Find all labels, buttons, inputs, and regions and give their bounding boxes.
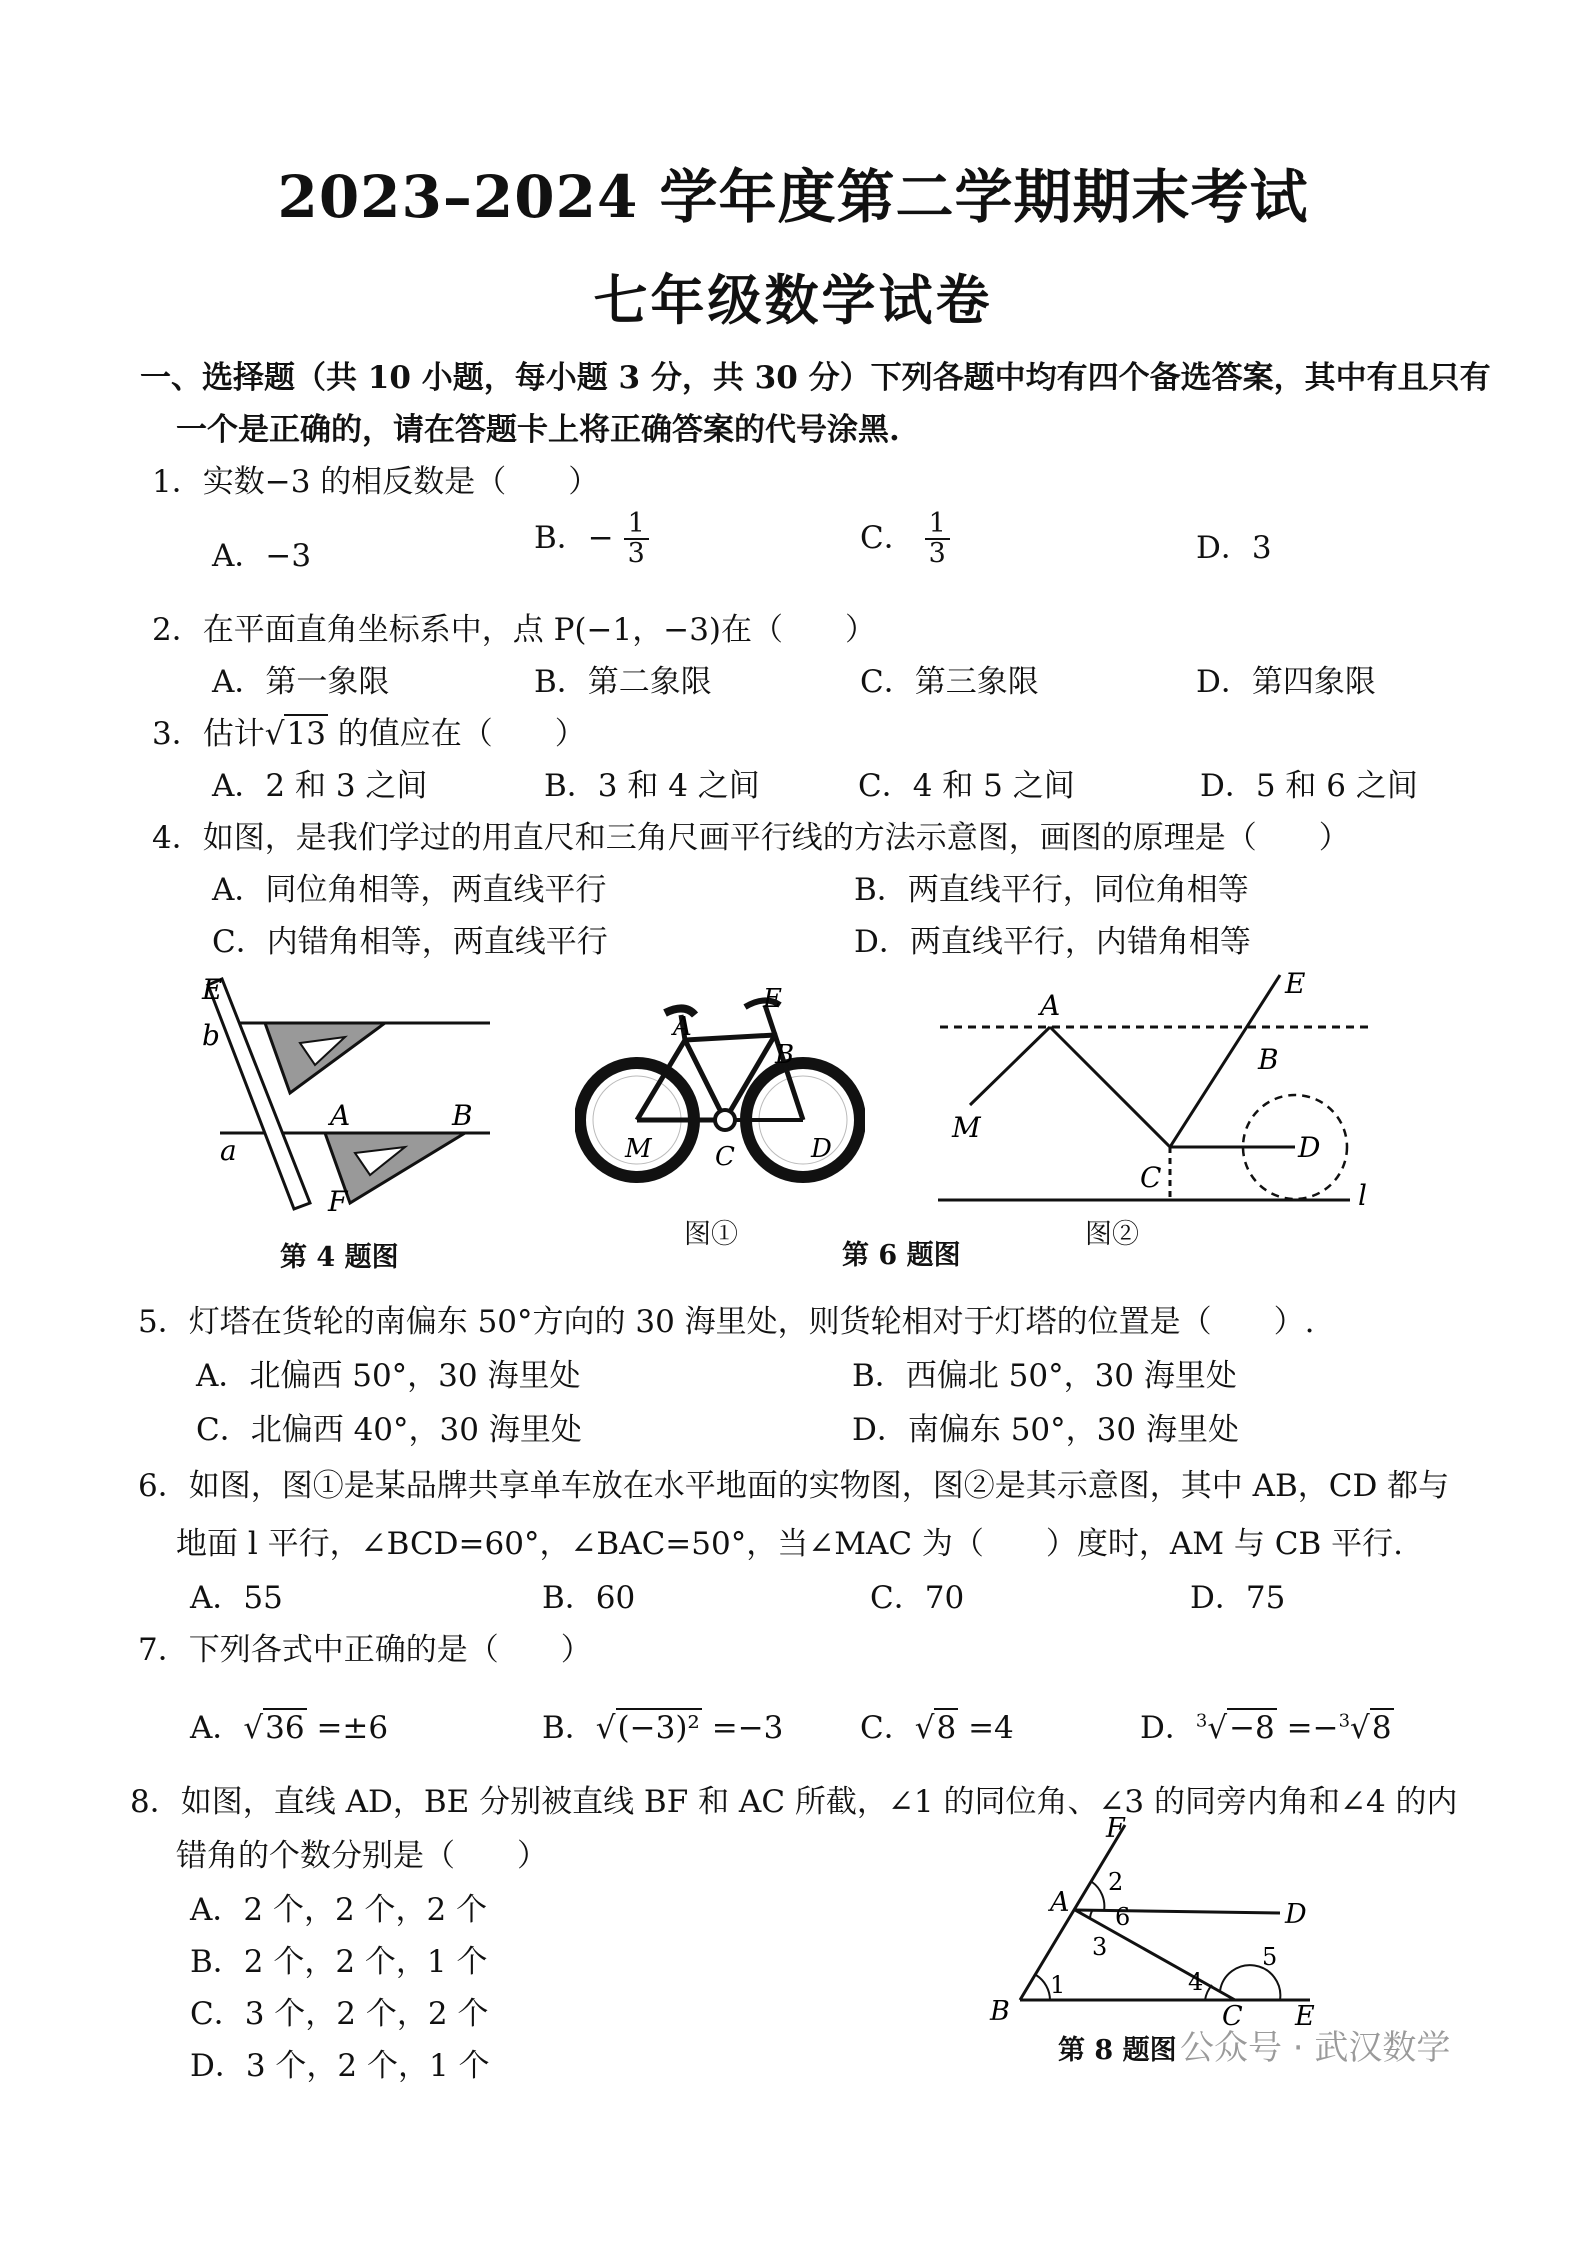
fig4-label-a-line: a	[220, 1134, 237, 1167]
q1-b-fraction	[624, 510, 649, 569]
bike-label-b: B	[775, 1040, 795, 1070]
bike-label-e: E	[763, 985, 782, 1014]
q7-c-radicand: 8	[936, 1710, 957, 1746]
q3-stem-post: 的值应在（ ）	[327, 716, 586, 752]
q8-option-d: D．3 个，2 个，1 个	[190, 2048, 490, 2084]
q3-option-a: A．2 和 3 之间	[212, 768, 428, 804]
q7-a-radicand: 36	[265, 1710, 305, 1746]
q1-option-c	[860, 510, 950, 569]
q1-c-den: 3	[928, 538, 946, 570]
bike-label-m: M	[625, 1134, 652, 1164]
q5-option-a: A．北偏西 50°，30 海里处	[196, 1358, 581, 1394]
q5-stem: 5．灯塔在货轮的南偏东 50°方向的 30 海里处，则货轮相对于灯塔的位置是（ ）.	[138, 1304, 1315, 1340]
fig6-caption: 第 6 题图	[842, 1240, 961, 1271]
q7-option-b	[542, 1702, 783, 1747]
fig4-label-a: A	[330, 1099, 351, 1132]
q1-b-den: 3	[627, 538, 645, 570]
q7-a-post: =±6	[306, 1710, 389, 1746]
fig8-angle-3: 3	[1092, 1933, 1108, 1961]
q6-option-d: D．75	[1190, 1580, 1286, 1616]
q2-stem: 2．在平面直角坐标系中，点 P(−1，−3)在（ ）	[152, 612, 877, 648]
q7-option-c	[860, 1702, 1014, 1747]
fig6-schematic	[930, 965, 1390, 1215]
bike-label-d: D	[811, 1134, 832, 1164]
q7-d-radicand2: 8	[1371, 1710, 1392, 1746]
fig4-label-f: F	[328, 1185, 348, 1218]
q1-option-d: D．3	[1196, 530, 1272, 566]
q3-stem-radicand: 13	[286, 716, 326, 752]
fig8-angle-6: 6	[1115, 1903, 1131, 1931]
q1-option-b	[534, 510, 649, 569]
q7-b-radicand: (−3)²	[617, 1710, 700, 1746]
q1-option-a: A．−3	[212, 538, 312, 574]
fig4-label-e: E	[202, 975, 223, 1006]
section1-line2: 一个是正确的，请在答题卡上将正确答案的代号涂黑.	[176, 412, 900, 448]
q7-d-index2: 3	[1338, 1710, 1351, 1732]
q6-option-a: A．55	[190, 1580, 283, 1616]
q3-option-b: B．3 和 4 之间	[544, 768, 760, 804]
fig6-label-b: B	[1258, 1043, 1279, 1076]
bike-label-a: A	[673, 1012, 692, 1042]
q5-option-b: B．西偏北 50°，30 海里处	[852, 1358, 1237, 1394]
q7-d-mid: =−	[1276, 1710, 1339, 1746]
fig4-diagram	[190, 975, 520, 1225]
q7-d-label: D．	[1140, 1710, 1196, 1746]
q1-b-num: 1	[624, 510, 649, 540]
q7-stem: 7．下列各式中正确的是（ ）	[138, 1632, 592, 1668]
fig8-label-a: A	[1050, 1887, 1070, 1918]
fig6-label-l: l	[1358, 1179, 1367, 1212]
exam-subtitle: 七年级数学试卷	[593, 268, 993, 332]
q7-c-post: =4	[958, 1710, 1014, 1746]
watermark	[1180, 2020, 1450, 2069]
fig8-angle-4: 4	[1188, 1968, 1204, 1996]
q8-line1: 8．如图，直线 AD，BE 分别被直线 BF 和 AC 所截，∠1 的同位角、∠3 的同旁内角和∠4 的内	[130, 1784, 1458, 1820]
q2-option-b: B．第二象限	[534, 664, 712, 700]
fig6-label-d: D	[1298, 1131, 1321, 1164]
fig6-label-e: E	[1285, 967, 1306, 1000]
q1-c-prefix: C．	[860, 519, 915, 556]
q7-c-pre: C．√	[860, 1710, 935, 1746]
q2-option-c: C．第三象限	[860, 664, 1039, 700]
fig4-label-b-line: b	[202, 1019, 220, 1052]
watermark-text: 公众号 · 武汉数学	[1180, 2028, 1451, 2068]
fig8-label-d: D	[1285, 1899, 1307, 1930]
q6-option-b: B．60	[542, 1580, 636, 1616]
q4-option-c: C．内错角相等，两直线平行	[212, 924, 608, 960]
fig4-caption: 第 4 题图	[280, 1242, 399, 1273]
fig4-label-b: B	[452, 1099, 473, 1132]
bike-figure	[575, 985, 865, 1205]
q8-option-b: B．2 个，2 个，1 个	[190, 1944, 488, 1980]
exam-title: 2023–2024 学年度第二学期期末考试	[277, 163, 1309, 231]
fig6-label-c: C	[1140, 1161, 1162, 1194]
bike-label-c: C	[715, 1142, 735, 1172]
q4-option-d: D．两直线平行，内错角相等	[854, 924, 1251, 960]
bike-caption: 图①	[684, 1219, 738, 1250]
q6-option-c: C．70	[870, 1580, 965, 1616]
q7-d-index: 3	[1195, 1710, 1208, 1732]
q5-option-d: D．南偏东 50°，30 海里处	[852, 1412, 1239, 1448]
q7-a-pre: A．√	[190, 1710, 264, 1746]
fig8-label-e: E	[1295, 2001, 1315, 2032]
fig8-diagram	[980, 1815, 1340, 2035]
fig8-angle-5: 5	[1262, 1943, 1278, 1971]
q4-option-a: A．同位角相等，两直线平行	[212, 872, 607, 908]
q1-c-num: 1	[925, 510, 950, 540]
q3-option-d: D．5 和 6 之间	[1200, 768, 1418, 804]
q3-stem	[152, 708, 586, 753]
q1-stem: 1．实数−3 的相反数是（ ）	[152, 464, 600, 500]
q6-line1: 6．如图，图①是某品牌共享单车放在水平地面的实物图，图②是其示意图，其中 AB，CD 都与	[138, 1468, 1450, 1504]
fig8-angle-1: 1	[1050, 1971, 1066, 1999]
q7-d-radicand: −8	[1229, 1710, 1275, 1746]
q7-d-pre: √	[1207, 1710, 1228, 1746]
q2-option-a: A．第一象限	[212, 664, 390, 700]
q3-option-c: C．4 和 5 之间	[858, 768, 1075, 804]
section1-line1: 一、选择题（共 10 小题，每小题 3 分，共 30 分）下列各题中均有四个备选答案，其中有且只有	[140, 360, 1491, 396]
q6-line2: 地面 l 平行，∠BCD=60°，∠BAC=50°，当∠MAC 为（ ）度时，AM 与 CB 平行.	[176, 1526, 1403, 1562]
q4-option-b: B．两直线平行，同位角相等	[854, 872, 1249, 908]
fig8-label-c: C	[1222, 2001, 1243, 2032]
fig6-label-a: A	[1040, 989, 1061, 1022]
q1-b-prefix: B．−	[534, 519, 614, 556]
q7-option-d	[1140, 1702, 1394, 1747]
fig8-label-f: F	[1106, 1815, 1125, 1844]
q8-option-a: A．2 个，2 个，2 个	[190, 1892, 488, 1928]
q5-option-c: C．北偏西 40°，30 海里处	[196, 1412, 582, 1448]
q3-stem-pre: 3．估计√	[152, 716, 285, 752]
q1-c-fraction	[925, 510, 950, 569]
schematic-caption: 图②	[1085, 1219, 1139, 1250]
q4-stem: 4．如图，是我们学过的用直尺和三角尺画平行线的方法示意图，画图的原理是（ ）	[152, 820, 1350, 856]
fig8-angle-2: 2	[1108, 1868, 1124, 1896]
fig8-label-b: B	[990, 1996, 1010, 2027]
q7-d-pre2: √	[1350, 1710, 1370, 1746]
q7-b-pre: B．√	[542, 1710, 616, 1746]
fig6-label-m: M	[952, 1111, 981, 1144]
q2-option-d: D．第四象限	[1196, 664, 1376, 700]
fig8-caption: 第 8 题图	[1058, 2035, 1177, 2066]
q7-b-post: =−3	[701, 1710, 784, 1746]
q7-option-a	[190, 1702, 388, 1747]
q8-option-c: C．3 个，2 个，2 个	[190, 1996, 489, 2032]
q8-line2: 错角的个数分别是（ ）	[176, 1838, 548, 1874]
